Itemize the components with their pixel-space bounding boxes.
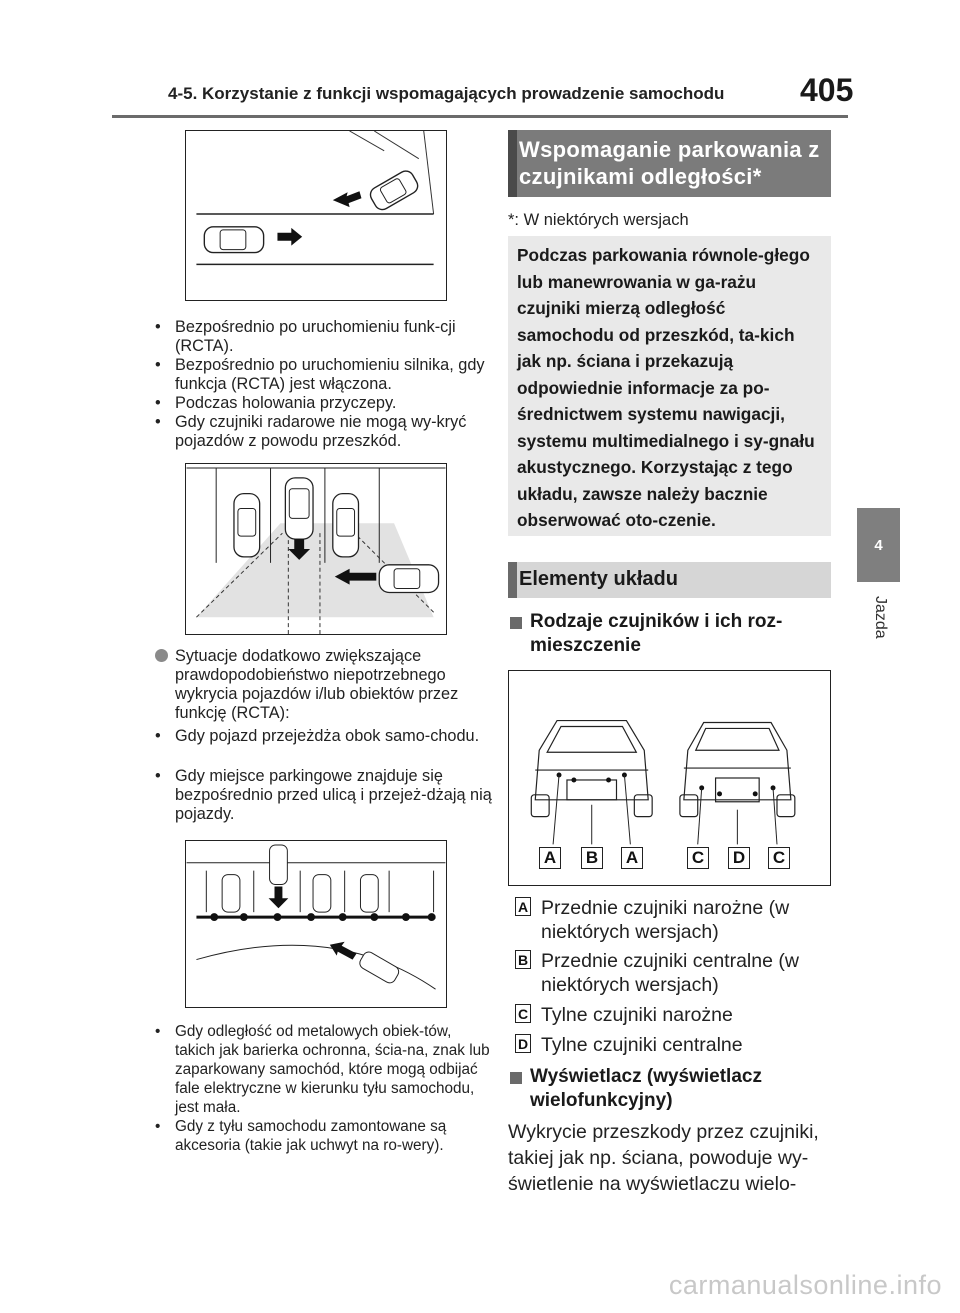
- arrow-left-icon: [330, 942, 357, 960]
- car-icon: [270, 845, 288, 885]
- header-divider: [112, 115, 848, 118]
- legend-key: D: [515, 1034, 531, 1053]
- heading-accent-bar: [508, 130, 517, 197]
- legend-key: A: [515, 897, 531, 916]
- rcta-figure-reversing: [185, 463, 447, 635]
- list-item: • Podczas holowania przyczepy.: [155, 394, 397, 412]
- rcta-illustration-3: [186, 841, 446, 1007]
- square-bullet-icon: [510, 1072, 522, 1084]
- diagram-label: A: [621, 847, 643, 869]
- list-item: • Bezpośrednio po uruchomieniu funk-cji (RCTA).: [155, 318, 456, 355]
- car-icon: [368, 168, 421, 212]
- rcta-illustration-2: [186, 464, 446, 634]
- diagram-label: A: [539, 847, 561, 869]
- list-item: • Gdy czujniki radarowe nie mogą wy-kryć pojazdów z powodu przeszkód.: [155, 413, 467, 450]
- footnote: *: W niektórych wersjach: [508, 211, 689, 229]
- arrow-down-icon: [269, 886, 289, 908]
- subheading-display: Wyświetlacz (wyświetlacz wielofunkcyjny): [530, 1066, 762, 1111]
- legend-text: Przednie czujniki narożne (w niektórych wersjach): [541, 897, 790, 943]
- section-title: Wspomaganie parkowania z czujnikami odległości*: [519, 137, 820, 189]
- car-icon: [234, 494, 260, 557]
- rcta-illustration-1: [186, 131, 446, 300]
- body-paragraph: Wykrycie przeszkody przez czujniki, takiej jak np. ściana, powoduje wy-świetlenie na wyświetlaczu wielo-: [508, 1121, 819, 1195]
- arrow-right-icon: [277, 228, 302, 246]
- diagram-label: C: [687, 847, 709, 869]
- car-icon: [358, 950, 401, 985]
- rcta-figure-barrier: [185, 840, 447, 1008]
- legend-text: Przednie czujniki centralne (w niektórych wersjach): [541, 950, 799, 996]
- info-box: [508, 236, 831, 536]
- square-bullet-icon: [510, 617, 522, 629]
- diagram-label: B: [581, 847, 603, 869]
- watermark: carmanualsonline.info: [668, 1270, 942, 1300]
- section-title: Elementy układu: [519, 568, 678, 590]
- legend-key: B: [515, 950, 531, 969]
- subheading-sensor-types: Rodzaje czujników i ich roz-mieszczenie: [530, 611, 783, 656]
- list-item: • Gdy z tyłu samochodu zamontowane są akcesoria (takie jak uchwyt na ro-wery).: [155, 1118, 447, 1154]
- diagram-label: D: [728, 847, 750, 869]
- info-text: Podczas parkowania równole-głego lub manewrowania w ga-rażu czujniki mierzą odległość samochodu od przeszkód, ta-kich jak np. ściana i przekazują odpowiednie informacje za po-średnictwem systemu nawigacji, systemu multimedialnego i sy-gnału akustycznego. Korzystając z tego układu, zawsze należy bacznie obserwować oto-czenie.: [517, 245, 815, 530]
- chapter-tab[interactable]: 4: [857, 508, 900, 582]
- page-header-title: 4-5. Korzystanie z funkcji wspomagających prowadzenie samochodu: [168, 84, 725, 103]
- diagram-label: C: [768, 847, 790, 869]
- circle-bullet-icon: [155, 649, 168, 662]
- car-icon: [204, 227, 263, 253]
- page-number: 405: [800, 72, 854, 108]
- sensor-location-figure: [508, 670, 831, 886]
- arrow-left-icon: [333, 191, 362, 207]
- legend-text: Tylne czujniki centralne: [541, 1034, 743, 1056]
- car-icon: [379, 565, 438, 593]
- car-front-view: [531, 721, 652, 817]
- legend-key: C: [515, 1004, 531, 1023]
- legend-text: Tylne czujniki narożne: [541, 1004, 733, 1026]
- list-item: • Gdy miejsce parkingowe znajduje się bezpośrednio przed ulicą i przejeż-dżają nią pojazdy.: [155, 767, 492, 823]
- chapter-label: [856, 596, 900, 656]
- rcta-figure-angled-parking: [185, 130, 447, 301]
- chapter-label-text: Jazda: [872, 596, 889, 639]
- car-icon: [285, 478, 313, 539]
- circle-item-text: Sytuacje dodatkowo zwiększające prawdopodobieństwo niepotrzebnego wykrycia pojazdów i/lub obiektów przez funkcję (RCTA):: [175, 647, 459, 722]
- section-heading-components: [508, 562, 831, 598]
- list-item: • Gdy odległość od metalowych obiek-tów, takich jak barierka ochronna, ścia-na, znak lub zaparkowany samochód, które mogą odbijać fale elektryczne w kierunku tyłu samochodu, jest mała.: [155, 1023, 490, 1116]
- list-item: • Bezpośrednio po uruchomieniu silnika, gdy funkcja (RCTA) jest włączona.: [155, 356, 485, 393]
- car-icon: [333, 494, 359, 557]
- list-item: • Gdy pojazd przejeżdża obok samo-chodu.: [155, 727, 480, 745]
- heading-accent-bar: [508, 562, 517, 598]
- section-heading-parking-sensors: [508, 130, 831, 197]
- car-rear-view: [680, 723, 795, 817]
